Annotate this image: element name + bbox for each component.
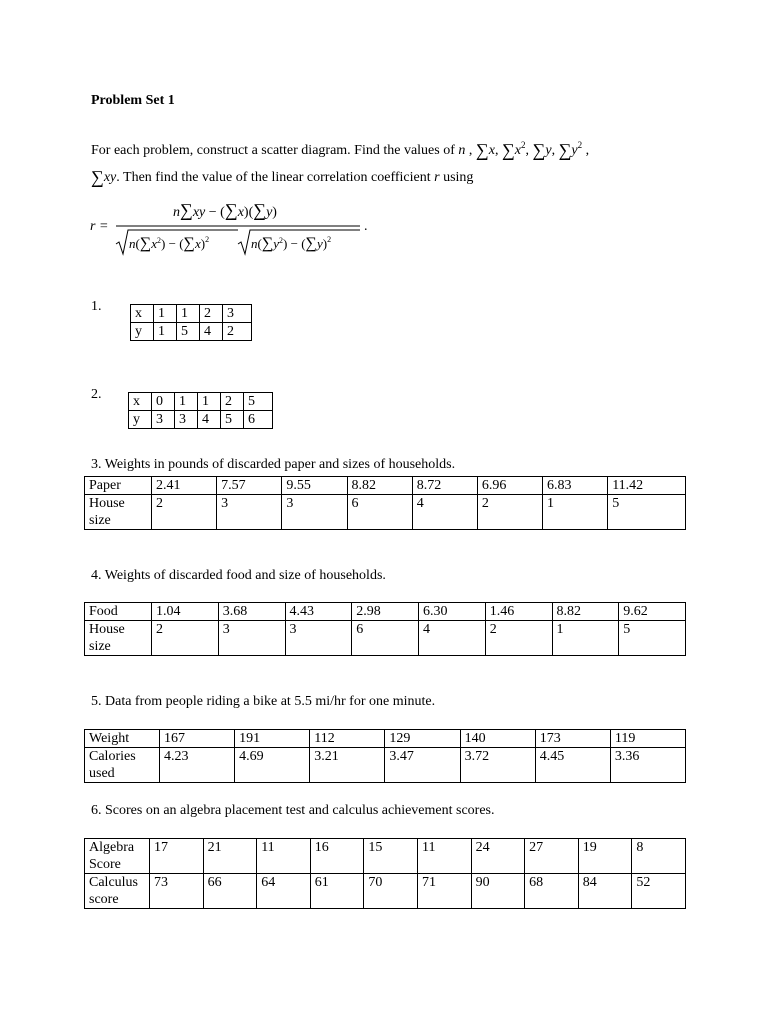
table-cell: 2: [152, 495, 217, 530]
table-cell: 3: [282, 495, 347, 530]
table-cell: 3: [223, 305, 252, 323]
table-cell: 19: [578, 839, 632, 874]
table-cell: 64: [257, 874, 311, 909]
table-cell: 173: [535, 730, 610, 748]
problem-2-table: [128, 392, 273, 429]
table-cell: 3: [152, 411, 175, 429]
formula-numerator: n∑xy − (∑x)(∑y): [173, 200, 277, 220]
table-cell: 1: [175, 393, 198, 411]
table-row: [85, 874, 686, 909]
table-cell: 129: [385, 730, 460, 748]
table-cell: 1: [154, 323, 177, 341]
table-cell: 1.04: [152, 603, 219, 621]
table-cell: 71: [417, 874, 471, 909]
table-cell: 8.72: [412, 477, 477, 495]
table-cell: 6: [244, 411, 273, 429]
table-cell: 4: [419, 621, 486, 656]
problem-4-table: [84, 602, 686, 656]
table-cell: 8: [632, 839, 686, 874]
table-cell: 2.98: [352, 603, 419, 621]
table-cell: 90: [471, 874, 525, 909]
table-cell: 1: [543, 495, 608, 530]
table-row: [129, 411, 273, 429]
table-cell: 6.30: [419, 603, 486, 621]
table-cell: 21: [203, 839, 257, 874]
table-cell: 0: [152, 393, 175, 411]
table-cell: 5: [244, 393, 273, 411]
table-cell: 2: [221, 393, 244, 411]
table-cell: 9.62: [619, 603, 686, 621]
table-cell: 1: [154, 305, 177, 323]
page-title: Problem Set 1: [91, 93, 175, 108]
table-row: [85, 495, 686, 530]
table-cell: 3.36: [610, 748, 685, 783]
table-cell: 17: [150, 839, 204, 874]
table-cell: 4.45: [535, 748, 610, 783]
table-cell: 1: [177, 305, 200, 323]
table-cell: 119: [610, 730, 685, 748]
instructions: For each problem, construct a scatter diagram. Find the values of n , ∑x, $\sum x^2$, ∑y, $\sum y^2$ , ∑xy. Then find the value of the linear correlation coefficient r using: [91, 140, 590, 187]
table-row: [85, 477, 686, 495]
table-cell: 3: [285, 621, 352, 656]
problem-3-table: [84, 476, 686, 530]
table-cell: Calculus score: [85, 874, 150, 909]
table-cell: 27: [525, 839, 579, 874]
problem-6-table: [84, 838, 686, 909]
table-cell: 4: [200, 323, 223, 341]
table-cell: 6.96: [477, 477, 542, 495]
instructions-part3: using: [443, 170, 474, 185]
table-row: [129, 393, 273, 411]
table-cell: 24: [471, 839, 525, 874]
table-cell: 6: [347, 495, 412, 530]
table-cell: 66: [203, 874, 257, 909]
formula-lhs: r =: [90, 219, 109, 234]
table-cell: 1.46: [485, 603, 552, 621]
table-cell: x: [129, 393, 152, 411]
problem-5-table: [84, 729, 686, 783]
table-cell: 61: [310, 874, 364, 909]
table-cell: 52: [632, 874, 686, 909]
instructions-part2: . Then find the value of the linear correlation coefficient: [116, 170, 431, 185]
table-cell: 8.82: [552, 603, 619, 621]
table-cell: 3.21: [310, 748, 385, 783]
problem-2-number: 2.: [91, 387, 102, 402]
svg-text:.: .: [364, 219, 368, 234]
table-cell: 5: [221, 411, 244, 429]
table-cell: 4.43: [285, 603, 352, 621]
table-cell: 5: [619, 621, 686, 656]
table-cell: 2: [152, 621, 219, 656]
table-cell: 3.72: [460, 748, 535, 783]
table-cell: Weight: [85, 730, 160, 748]
table-cell: 5: [177, 323, 200, 341]
table-cell: 7.57: [217, 477, 282, 495]
table-cell: 11: [417, 839, 471, 874]
table-cell: 191: [235, 730, 310, 748]
table-cell: 1: [552, 621, 619, 656]
table-cell: 2: [485, 621, 552, 656]
correlation-formula: [88, 196, 388, 266]
table-cell: Paper: [85, 477, 152, 495]
table-cell: 84: [578, 874, 632, 909]
problem-3-caption: 3. Weights in pounds of discarded paper and sizes of households.: [91, 457, 456, 472]
formula-denominator-right: $n(\sum y^2) - (\sum y)^2$: [251, 235, 332, 252]
table-cell: 15: [364, 839, 418, 874]
table-cell: 4.23: [160, 748, 235, 783]
table-cell: 2: [200, 305, 223, 323]
table-cell: House size: [85, 495, 152, 530]
instructions-part1: For each problem, construct a scatter diagram. Find the values of: [91, 143, 455, 158]
table-row: [85, 603, 686, 621]
table-cell: 2: [223, 323, 252, 341]
table-cell: 6.83: [543, 477, 608, 495]
problem-4-caption: 4. Weights of discarded food and size of households.: [91, 568, 386, 583]
problem-6-caption: 6. Scores on an algebra placement test and calculus achievement scores.: [91, 803, 495, 818]
table-cell: 11: [257, 839, 311, 874]
table-cell: 16: [310, 839, 364, 874]
table-row: [85, 748, 686, 783]
table-cell: House size: [85, 621, 152, 656]
table-cell: y: [131, 323, 154, 341]
table-cell: 4: [198, 411, 221, 429]
table-cell: 3: [218, 621, 285, 656]
table-row: [85, 730, 686, 748]
table-cell: Calories used: [85, 748, 160, 783]
table-cell: 4.69: [235, 748, 310, 783]
table-row: [85, 621, 686, 656]
table-row: [131, 305, 252, 323]
table-cell: 68: [525, 874, 579, 909]
table-cell: 9.55: [282, 477, 347, 495]
table-row: [131, 323, 252, 341]
table-cell: 140: [460, 730, 535, 748]
table-cell: 112: [310, 730, 385, 748]
problem-5-caption: 5. Data from people riding a bike at 5.5 mi/hr for one minute.: [91, 694, 436, 709]
table-cell: 2.41: [152, 477, 217, 495]
table-cell: 5: [608, 495, 686, 530]
table-cell: 167: [160, 730, 235, 748]
table-cell: 4: [412, 495, 477, 530]
problem-1-number: 1.: [91, 299, 102, 314]
table-cell: x: [131, 305, 154, 323]
table-cell: 3.47: [385, 748, 460, 783]
table-cell: 3.68: [218, 603, 285, 621]
table-cell: 11.42: [608, 477, 686, 495]
table-cell: 6: [352, 621, 419, 656]
table-cell: 2: [477, 495, 542, 530]
table-cell: y: [129, 411, 152, 429]
table-cell: 8.82: [347, 477, 412, 495]
problem-1-table: [130, 304, 252, 341]
table-cell: 3: [217, 495, 282, 530]
formula-denominator-left: $n(\sum x^2) - (\sum x)^2$: [129, 235, 210, 252]
table-cell: 70: [364, 874, 418, 909]
table-row: [85, 839, 686, 874]
table-cell: 73: [150, 874, 204, 909]
table-cell: Algebra Score: [85, 839, 150, 874]
table-cell: 3: [175, 411, 198, 429]
table-cell: 1: [198, 393, 221, 411]
table-cell: Food: [85, 603, 152, 621]
